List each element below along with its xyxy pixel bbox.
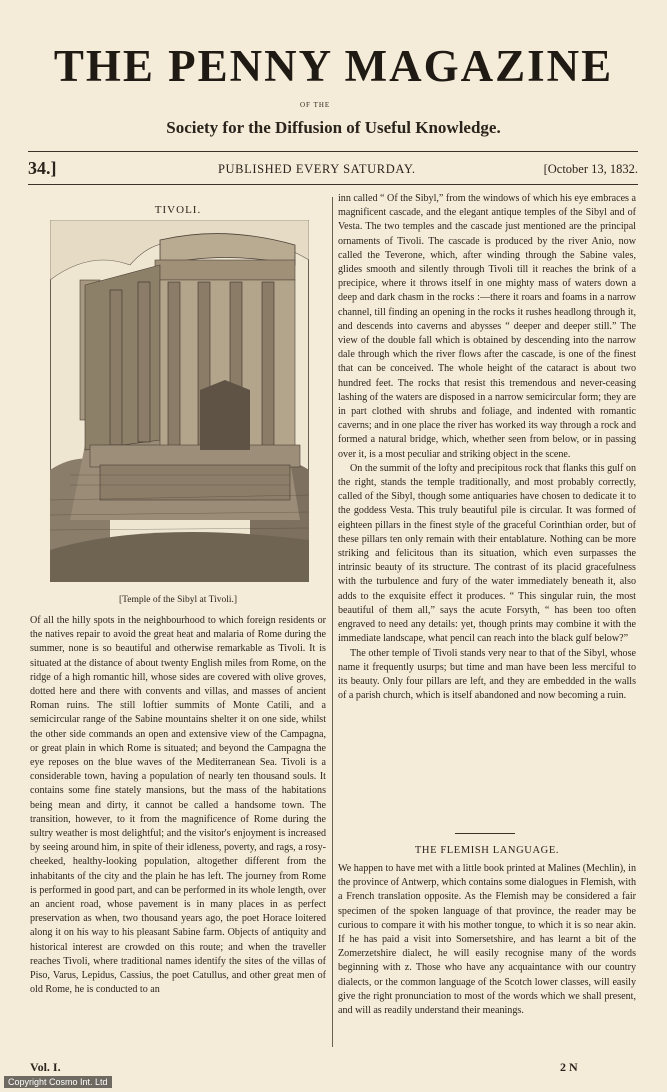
magazine-title: THE PENNY MAGAZINE [53, 41, 614, 91]
issue-number: 34.] [28, 158, 57, 178]
article-paragraph: inn called “ Of the Sibyl,” from the windows of which his eye embraces a magnificent cascade, and the elegant antique temples of the Sibyl and of Vesta. The two temples and the cascade just mentioned are the principal ornaments of Tivoli. The cascade is produced by the river Anio, now called the Teverone, which, after winding through the Sabine vales, glides smooth and silently through Tivoli till it reaches the brink of a precipice, where it throws itself in one mighty mass of waters down a deep and dark chasm in the rocks :—there it roars and foams in a narrow channel, till finding an opening in the rocks it rushes headlong through it, and descends into caverns and abysses “ deeper and deeper still.” The view of the double fall which is obtained by descending into the narrow dale through which the river flows after the cascade, is one of the finest that can be conceived. The whole height of the cataract is about two hundred feet. The rocks that resist this tremendous and never-ceasing lashing of the waters are disposed in a narrow semicircular form; they are in part clothed with shrubs and foliage, and indented with romantic caverns; and in one place the river has worked its way through a rock and formed a natural bridge, which, whether seen from below, or in passing over it, is a most peculiar and striking object in the scene. [338, 193, 636, 460]
article-paragraph: The other temple of Tivoli stands very near to that of the Sibyl, whose name it frequently usurps; but time and man have been less merciful to its beauty. Only four pillars are left, and they are embedded in the walls of a parish church, which is itself abandoned and now becoming a ruin. [338, 647, 636, 702]
issue-date: [October 13, 1832. [543, 162, 638, 176]
signature-mark: 2 N [560, 1060, 578, 1074]
flemish-paragraph: We happen to have met with a little book printed at Malines (Mechlin), in the province of Antwerp, which contains some dialogues in Flemish, with a French translation opposite. As the Flemish may be considered a fair specimen of the spoken language of that province, the reader may be curious to compare it with his mother tongue, to which it is so near akin. If he has paid a visit into Somersetshire, and has learnt a bit of the Zomerzetshire dialect, he will easily recognise many of the words beginning with z. Those who have any acquaintance with our country dialects, or the common language of the Scotch lower classes, will easily give the right pronunciation to most of the words which we shall present, and will as readily understand their meanings. [338, 863, 636, 1017]
volume-label: Vol. I. [30, 1060, 61, 1074]
flemish-text [338, 862, 636, 1060]
article-paragraph: On the summit of the lofty and precipitous rock that flanks this gulf on the right, stands the temple traditionally, and most probably correctly, called of the Sibyl, though some antiquaries have chosen to dedicate it to the goddess Vesta. This truly beautiful pile is circular. It was formed of eighteen pillars in the finest style of the graceful Corinthian order, but of these pillars ten only remain with their entablature. Nothing can be more striking and felicitous than its situation, which even surpasses the intrinsic beauty of its structure. The contrast of its placid gracefulness with the turbulence and fury of the water immediately beneath it, also adds to the exquisite effect it produces. “ This singular ruin, the most beautiful of them all,” says the acute Forsyth, “ has been too often engraved to need any details: yet, though prints may combine it with the immediate landscape, what pencil can reach into the black gulf below?” [338, 462, 636, 645]
of-the-label: OF THE [300, 101, 331, 109]
issue-info-row [28, 158, 638, 182]
column-divider [332, 197, 333, 1047]
engraving-caption: [Temple of the Sibyl at Tivoli.] [118, 595, 238, 605]
published-every-saturday: PUBLISHED EVERY SATURDAY. [218, 162, 416, 176]
society-subtitle: Society for the Diffusion of Useful Knowledge. [166, 118, 501, 137]
temple-engraving-illustration [50, 220, 309, 582]
section-divider-rule [455, 833, 515, 834]
header-rule-top [28, 151, 638, 152]
flemish-section-title: THE FLEMISH LANGUAGE. [414, 845, 560, 856]
article-paragraph: Of all the hilly spots in the neighbourhood to which foreign residents or the natives repair to avoid the great heat and malaria of Rome during the summer, none is so beautiful and otherwise remarkable as Tivoli. It is situated at the distance of about twenty English miles from Rome, on the ridge of a high romantic hill, whose sides are covered with olive groves, dotted here and there with convents and villas, and masses of ancient Roman ruins. The still loftier summits of Monte Catili, and a semicircular range of the Sabine mountains shelter it on one side, whilst the other side commands an open and extensive view of the Campagna, or great plain in which Rome is situated; and beyond the Campagna the eye reposes on the blue waves of the Mediterranean Sea. Tivoli is a considerable town, having a population of nearly ten thousand souls. It contains some fine stately mansions, but the mass of the habitations being mean and dirty, it cannot be called a handsome town. The transition, however, to it from the magnificence of Rome during the sultry weather is most delightful; and the visitor's enjoyment is increased by seeing around him, in spite of their idleness, poverty, and rags, a rosy-cheeked, healthy-looking population, altogether different from the inhabitants of the city and the plain he has left. The journey from Rome is performed in good part, and can be performed in its whole length, over an ancient road, whose pavement is in many places in as perfect preservation as when, two thousand years ago, the poet Horace loitered along it on his way to his pleasant Sabine farm. Objects of antiquity and historical interest are crowded on this route; and when the traveller reaches Tivoli, where traditional names identify the sites of the villas of Piso, Varus, Lepidus, Cassius, the poet Catullus, and other great men of old Rome, he is conducted to an [30, 615, 326, 996]
copyright-watermark: Copyright Cosmo Int. Ltd [4, 1076, 112, 1088]
header-rule-bottom [28, 184, 638, 185]
article-title: TIVOLI. [154, 204, 202, 216]
left-column-text [30, 614, 326, 1050]
